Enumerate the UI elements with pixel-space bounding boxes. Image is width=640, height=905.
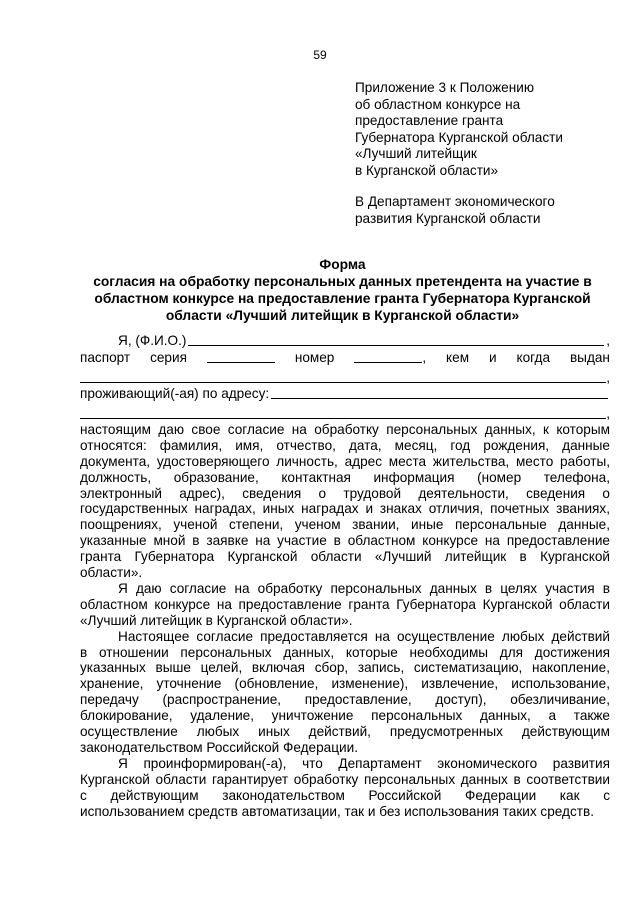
passport-issuer-line: [80, 366, 610, 386]
appendix-line: об областном конкурсе на: [355, 96, 521, 112]
fio-label: Я, (Ф.И.О.): [118, 333, 187, 349]
text-line: документа, удостоверяющего личность, адрес места жительства, место работы,: [80, 453, 610, 469]
page-number: 59: [313, 48, 327, 62]
text-line: указанных выше целей, включая сбор, запись, систематизацию, накопление,: [80, 660, 610, 676]
recipient-line: развития Курганской области: [355, 210, 541, 226]
text-line: гранта Губернатора Курганской области «Лучший литейщик в Курганской: [80, 549, 610, 565]
appendix-line: Приложение 3 к Положению: [355, 80, 535, 95]
text-line: законодательством Российской Федерации.: [80, 740, 358, 756]
address-field[interactable]: [271, 398, 608, 399]
text-line: передачу (распространение, предоставление, доступ), обезличивание,: [80, 692, 610, 708]
appendix-line: «Лучший литейщик: [355, 146, 477, 161]
text-line: области».: [80, 565, 143, 581]
form-title-line: согласия на обработку персональных данных претендента на участие в: [93, 274, 592, 289]
issuer-comma: ,: [606, 369, 610, 385]
text-line: Курганской области гарантирует обработку персональных данных в соответствии: [80, 771, 610, 787]
text-line: осуществление любых иных действий, предусмотренных действующим: [80, 724, 610, 740]
issued-label: выдан: [569, 349, 610, 365]
consent-paragraph-1: [80, 422, 610, 581]
when-label: когда: [516, 349, 551, 365]
passport-label: паспорт: [80, 349, 131, 365]
text-line: указанные мной в заявке на участие в областном конкурсе на предоставление: [80, 533, 610, 549]
address-row: [80, 386, 610, 402]
passport-issuer-field[interactable]: [80, 382, 606, 383]
form-title-line: Форма: [319, 257, 366, 272]
appendix-line: Губернатора Курганской области: [355, 129, 563, 145]
address-label: проживающий(-ая) по адресу:: [80, 385, 270, 401]
passport-row: [80, 349, 610, 365]
number-field[interactable]: [354, 362, 422, 363]
address-continuation-line: [80, 402, 610, 422]
text-line: с действующим законодательством Российской Федерации как с: [80, 787, 610, 803]
form-title-line: области «Лучший литейщик в Курганской области»: [165, 308, 520, 323]
appendix-line: в Курганской области»: [355, 162, 499, 178]
series-field[interactable]: [207, 362, 275, 363]
text-line: относятся: фамилия, имя, отчество, дата, месяц, год рождения, данные: [80, 437, 610, 453]
number-label: номер: [294, 349, 335, 365]
fio-field[interactable]: [188, 345, 604, 346]
text-line: в отношении персональных данных, которые необходимы для достижения: [80, 644, 610, 660]
issued-by-label: кем: [446, 349, 470, 365]
consent-paragraph-4: [80, 756, 610, 820]
address-continuation-field[interactable]: [80, 418, 606, 419]
form-title-line: областном конкурсе на предоставление гранта Губернатора Курганской: [94, 291, 591, 306]
consent-paragraph-2: [80, 581, 610, 629]
text-line: «Лучший литейщик в Курганской области».: [80, 612, 353, 628]
number-comma: ,: [422, 349, 427, 365]
fio-comma: ,: [606, 333, 610, 349]
form-title: [70, 256, 615, 324]
recipient-line: В Департамент экономического: [355, 194, 555, 209]
text-line: Настоящее согласие предоставляется на осуществление любых действий: [118, 628, 610, 644]
fio-row: [80, 333, 610, 349]
text-line: электронный адрес), сведения о трудовой деятельности, сведения о: [80, 485, 610, 501]
and-label: и: [488, 349, 497, 365]
text-line: должность, образование, контактная информация (номер телефона,: [80, 469, 610, 485]
text-line: государственных наградах, иных наградах и знаках отличия, почетных званиях,: [80, 501, 610, 517]
text-line: областном конкурсе на предоставление гранта Губернатора Курганской области: [80, 596, 610, 612]
address-comma: ,: [606, 405, 610, 421]
consent-body: [80, 333, 610, 820]
series-label: серия: [150, 349, 187, 365]
text-line: хранение, уточнение (обновление, изменение), извлечение, использование,: [80, 676, 610, 692]
text-line: Я даю согласие на обработку персональных данных в целях участия в: [118, 580, 610, 596]
text-line: блокирование, удаление, уничтожение персональных данных, а также: [80, 708, 610, 724]
consent-paragraph-3: [80, 629, 610, 756]
text-line: поощрениях, ученой степени, ученом звании, иные персональные данные,: [80, 517, 610, 533]
appendix-line: предоставление гранта: [355, 113, 504, 128]
text-line: использованием средств автоматизации, так и без использования таких средств.: [80, 803, 594, 819]
appendix-header: [355, 80, 625, 227]
text-line: Я проинформирован(-а), что Департамент экономического развития: [118, 755, 610, 771]
text-line: настоящим даю свое согласие на обработку персональных данных, к которым: [80, 421, 610, 437]
